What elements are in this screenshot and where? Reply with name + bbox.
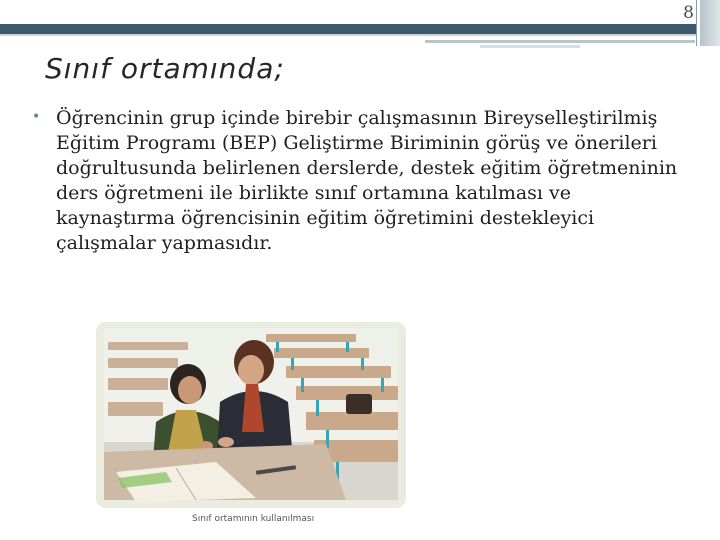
header-bar [0, 24, 696, 34]
classroom-photo-image [96, 322, 406, 508]
header-accent-line-secondary [480, 45, 580, 48]
header-accent-line [425, 40, 695, 43]
header-right-block [700, 0, 720, 46]
slide-title: Sınıf ortamında; [45, 52, 285, 85]
bullet-text: Öğrencinin grup içinde birebir çalışmasının Bireyselleştirilmiş Eğitim Programı (BEP) Geliştirme Biriminin görüş ve önerileri doğrultusunda belirlenen derslerde, destek eğitim öğretmeninin ders öğretmeni ile birlikte sınıf ortamına katılması ve kaynaştırma öğrencisinin eğitim öğretimini destekleyici çalışmalar yapmasıdır. [56, 107, 678, 254]
header-divider [696, 0, 697, 46]
bullet-icon: • [32, 109, 41, 125]
photo-caption: Sınıf ortamının kullanılması [192, 514, 315, 524]
bullet-item [32, 106, 702, 256]
slide-number: 8 [683, 3, 694, 23]
classroom-photo [96, 322, 406, 508]
header-bar-underline [0, 34, 696, 36]
slide-content [32, 106, 702, 256]
